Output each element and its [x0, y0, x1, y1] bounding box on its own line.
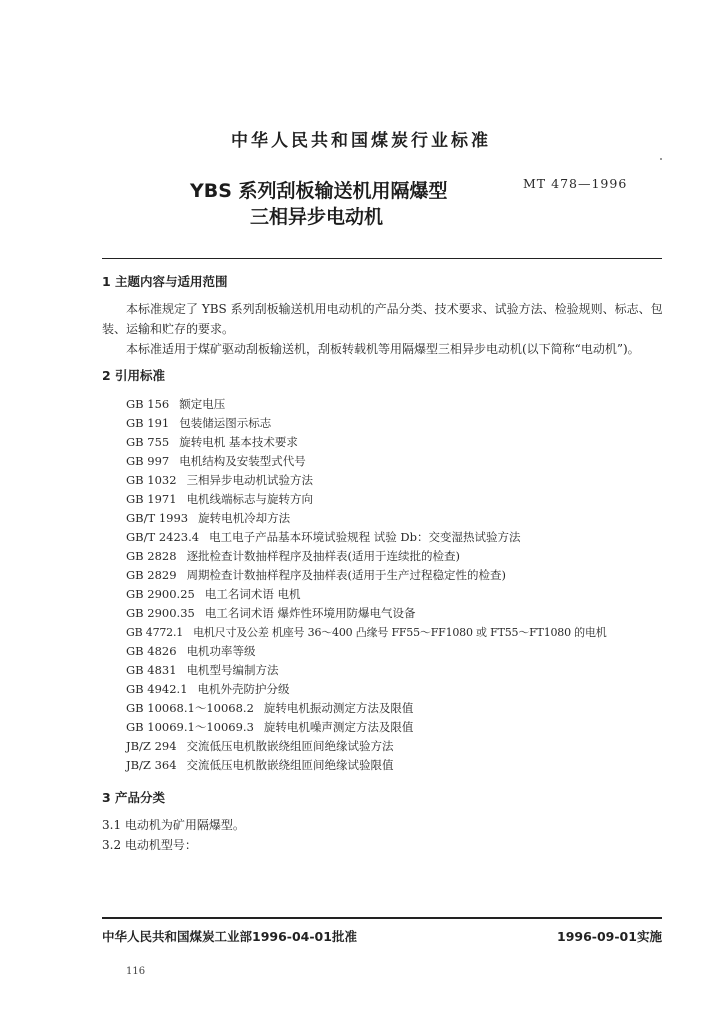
- reference-item: GB/T 1993 旋转电机冷却方法: [126, 511, 291, 525]
- page-number: 116: [126, 966, 146, 977]
- reference-item: GB 2828 逐批检查计数抽样程序及抽样表(适用于连续批的检查): [126, 549, 461, 563]
- reference-item: GB 2829 周期检查计数抽样程序及抽样表(适用于生产过程稳定性的检查): [126, 568, 507, 582]
- section-1-heading: 1 主题内容与适用范围: [102, 274, 228, 289]
- reference-item: GB 997 电机结构及安装型式代号: [126, 454, 306, 468]
- effective-date: 1996-09-01实施: [557, 929, 662, 944]
- reference-item: GB 755 旋转电机 基本技术要求: [126, 435, 298, 449]
- reference-item: GB 4942.1 电机外壳防护分级: [126, 682, 290, 696]
- reference-item: GB 4826 电机功率等级: [126, 644, 256, 658]
- section-3-item-1: 3.1 电动机为矿用隔爆型。: [102, 818, 245, 832]
- reference-item: GB 156 额定电压: [126, 397, 226, 411]
- section-1-para1-line1: 本标准规定了 YBS 系列刮板输送机用电动机的产品分类、技术要求、试验方法、检验规则、标志、包: [126, 302, 663, 316]
- reference-item: GB 2900.25 电工名词术语 电机: [126, 587, 301, 601]
- section-3-heading: 3 产品分类: [102, 790, 166, 805]
- section-1-para2: 本标准适用于煤矿驱动刮板输送机，刮板转载机等用隔爆型三相异步电动机(以下简称“电动机”)。: [126, 342, 640, 356]
- reference-item: JB/Z 294 交流低压电机散嵌绕组匝间绝缘试验方法: [126, 739, 394, 753]
- section-3-item-2: 3.2 电动机型号：: [102, 838, 197, 852]
- standard-code: MT 478—1996: [523, 176, 628, 191]
- reference-item: JB/Z 364 交流低压电机散嵌绕组匝间绝缘试验限值: [126, 758, 394, 772]
- footer-divider: [102, 917, 662, 919]
- standard-category: 中华人民共和国煤炭行业标准: [231, 131, 491, 151]
- document-title-line2: 三相异步电动机: [250, 206, 384, 228]
- section-2-heading: 2 引用标准: [102, 368, 166, 383]
- header-divider: [102, 258, 662, 259]
- issue-statement: 中华人民共和国煤炭工业部1996-04-01批准: [102, 929, 357, 944]
- section-1-para1-line2: 装、运输和贮存的要求。: [102, 322, 235, 336]
- reference-item: GB 1971 电机线端标志与旋转方向: [126, 492, 314, 506]
- document-title-line1: YBS 系列刮板输送机用隔爆型: [190, 180, 448, 202]
- reference-item: GB 4831 电机型号编制方法: [126, 663, 279, 677]
- reference-item: GB 191 包装储运图示标志: [126, 416, 272, 430]
- reference-item: GB 2900.35 电工名词术语 爆炸性环境用防爆电气设备: [126, 606, 416, 620]
- reference-item: GB 10068.1～10068.2 旋转电机振动测定方法及限值: [126, 701, 414, 715]
- reference-item: GB 1032 三相异步电动机试验方法: [126, 473, 314, 487]
- reference-item: GB 4772.1 电机尺寸及公差 机座号 36～400 凸缘号 FF55～FF1080 或 FT55～FT1080 的电机: [126, 626, 607, 639]
- reference-item: GB/T 2423.4 电工电子产品基本环境试验规程 试验 Db：交变湿热试验方法: [126, 530, 521, 544]
- reference-item: GB 10069.1～10069.3 旋转电机噪声测定方法及限值: [126, 720, 414, 734]
- scan-speck: [660, 158, 662, 160]
